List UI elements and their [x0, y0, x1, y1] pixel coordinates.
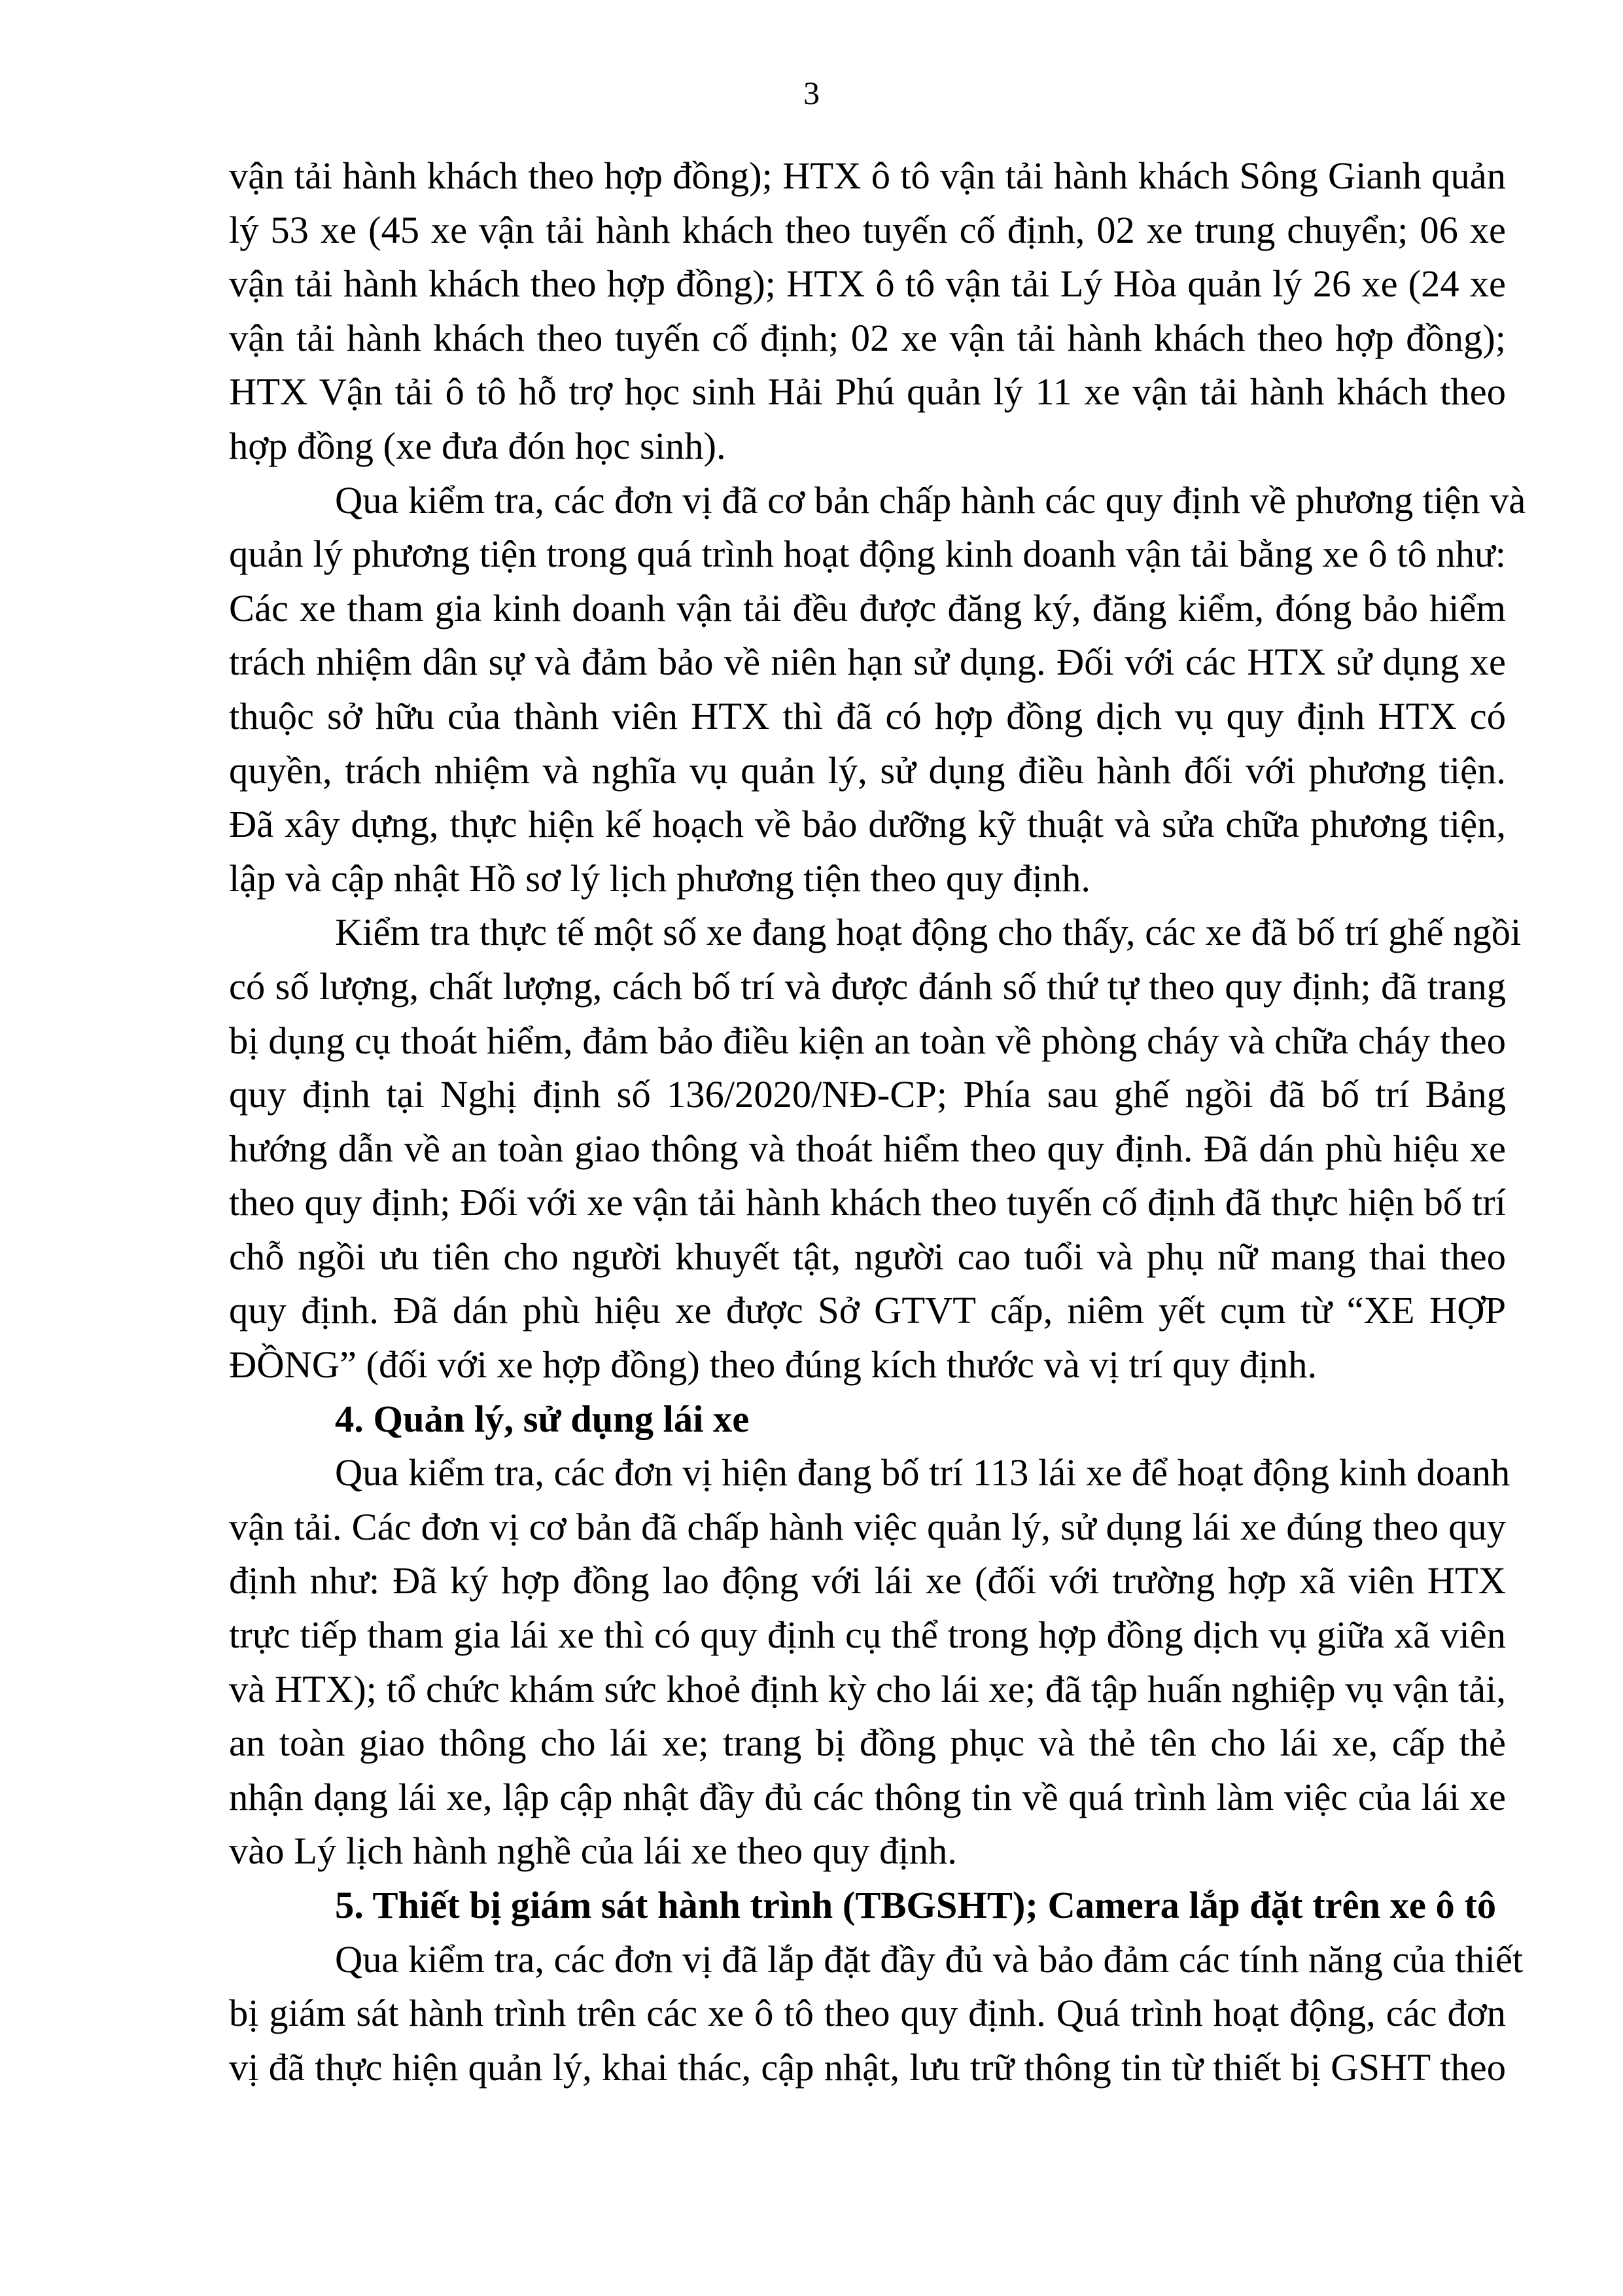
text-line: vận tải. Các đơn vị cơ bản đã chấp hành việc quản lý, sử dụng lái xe đúng theo quy: [229, 1505, 1506, 1548]
text-line: nhận dạng lái xe, lập cập nhật đầy đủ các thông tin về quá trình làm việc của lái xe: [229, 1775, 1506, 1818]
text-line: vận tải hành khách theo hợp đồng); HTX ô tô vận tải Lý Hòa quản lý 26 xe (24 xe: [229, 262, 1506, 306]
text-line: Qua kiểm tra, các đơn vị đã cơ bản chấp hành các quy định về phương tiện và: [335, 478, 1526, 521]
text-line: hợp đồng (xe đưa đón học sinh).: [229, 424, 726, 467]
text-line: HTX Vận tải ô tô hỗ trợ học sinh Hải Phú quản lý 11 xe vận tải hành khách theo: [229, 370, 1506, 414]
text-line: định như: Đã ký hợp đồng lao động với lái xe (đối với trường hợp xã viên HTX: [229, 1559, 1506, 1602]
text-line: quản lý phương tiện trong quá trình hoạt động kinh doanh vận tải bằng xe ô tô như:: [229, 533, 1506, 576]
body-text: [229, 149, 1526, 2094]
text-line: có số lượng, chất lượng, cách bố trí và được đánh số thứ tự theo quy định; đã trang: [229, 964, 1506, 1008]
text-line: Qua kiểm tra, các đơn vị đã lắp đặt đầy đủ và bảo đảm các tính năng của thiết: [335, 1937, 1524, 1981]
text-line: và HTX); tổ chức khám sức khoẻ định kỳ cho lái xe; đã tập huấn nghiệp vụ vận tải,: [229, 1667, 1506, 1710]
text-line: Đã xây dựng, thực hiện kế hoạch về bảo dưỡng kỹ thuật và sửa chữa phương tiện,: [229, 803, 1506, 846]
paragraph: [229, 149, 1506, 474]
text-line: lập và cập nhật Hồ sơ lý lịch phương tiện theo quy định.: [229, 857, 1091, 900]
text-line: trách nhiệm dân sự và đảm bảo về niên hạn sử dụng. Đối với các HTX sử dụng xe: [229, 641, 1506, 684]
section-heading: 5. Thiết bị giám sát hành trình (TBGSHT); Camera lắp đặt trên xe ô tô: [335, 1884, 1497, 1926]
text-line: quyền, trách nhiệm và nghĩa vụ quản lý, sử dụng điều hành đối với phương tiện.: [229, 749, 1506, 792]
text-line: quy định. Đã dán phù hiệu xe được Sở GTVT cấp, niêm yết cụm từ “XE HỢP: [229, 1289, 1506, 1332]
text-line: trực tiếp tham gia lái xe thì có quy định cụ thể trong hợp đồng dịch vụ giữa xã viên: [229, 1614, 1506, 1657]
text-line: quy định tại Nghị định số 136/2020/NĐ-CP; Phía sau ghế ngồi đã bố trí Bảng: [229, 1073, 1506, 1116]
text-line: theo quy định; Đối với xe vận tải hành khách theo tuyến cố định đã thực hiện bố trí: [229, 1181, 1506, 1224]
paragraph: [229, 1933, 1524, 2095]
text-line: thuộc sở hữu của thành viên HTX thì đã có hợp đồng dịch vụ quy định HTX có: [229, 694, 1506, 737]
text-line: vận tải hành khách theo tuyến cố định; 02 xe vận tải hành khách theo hợp đồng);: [229, 316, 1506, 359]
text-line: vận tải hành khách theo hợp đồng); HTX ô tô vận tải hành khách Sông Gianh quản: [229, 154, 1506, 197]
text-line: ĐỒNG” (đối với xe hợp đồng) theo đúng kích thước và vị trí quy định.: [229, 1343, 1318, 1386]
text-line: Kiểm tra thực tế một số xe đang hoạt động cho thấy, các xe đã bố trí ghế ngồi: [335, 911, 1522, 954]
paragraph: [229, 474, 1526, 906]
paragraph: [229, 1446, 1510, 1879]
page-number: 3: [803, 75, 820, 111]
paragraph: [229, 906, 1522, 1392]
text-line: bị giám sát hành trình trên các xe ô tô theo quy định. Quá trình hoạt động, các đơn: [229, 1992, 1506, 2035]
text-line: Qua kiểm tra, các đơn vị hiện đang bố trí 113 lái xe để hoạt động kinh doanh: [335, 1451, 1510, 1494]
text-line: vị đã thực hiện quản lý, khai thác, cập nhật, lưu trữ thông tin từ thiết bị GSHT theo: [229, 2045, 1506, 2089]
text-line: bị dụng cụ thoát hiểm, đảm bảo điều kiện an toàn về phòng cháy và chữa cháy theo: [229, 1019, 1506, 1062]
text-line: vào Lý lịch hành nghề của lái xe theo quy định.: [229, 1829, 957, 1873]
text-line: lý 53 xe (45 xe vận tải hành khách theo tuyến cố định, 02 xe trung chuyển; 06 xe: [229, 208, 1506, 251]
text-line: an toàn giao thông cho lái xe; trang bị đồng phục và thẻ tên cho lái xe, cấp thẻ: [229, 1722, 1506, 1765]
text-line: chỗ ngồi ưu tiên cho người khuyết tật, người cao tuổi và phụ nữ mang thai theo: [229, 1235, 1506, 1278]
text-line: hướng dẫn về an toàn giao thông và thoát hiểm theo quy định. Đã dán phù hiệu xe: [229, 1127, 1506, 1170]
text-line: Các xe tham gia kinh doanh vận tải đều được đăng ký, đăng kiểm, đóng bảo hiểm: [229, 586, 1506, 629]
section-heading: 4. Quản lý, sử dụng lái xe: [335, 1397, 750, 1440]
